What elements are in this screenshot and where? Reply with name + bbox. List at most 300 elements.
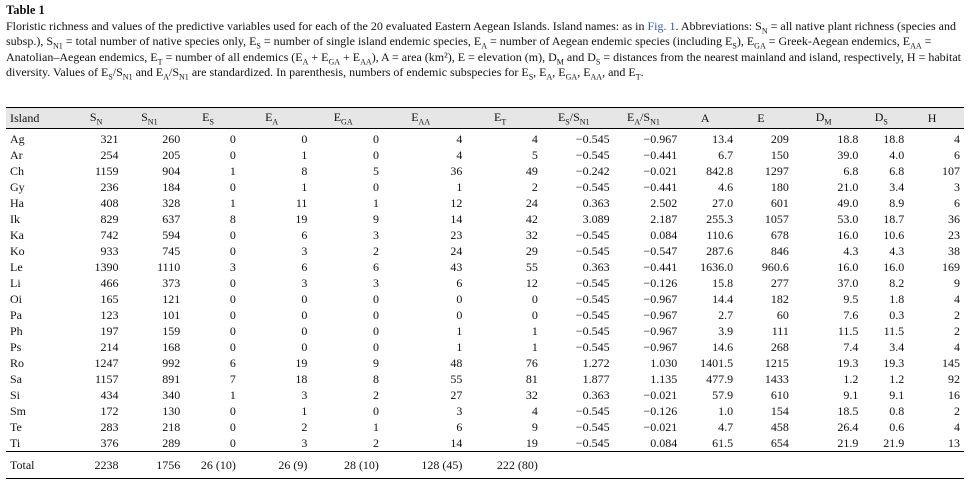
table-cell: 1 <box>531 340 538 354</box>
table-cell: 3 <box>301 436 308 450</box>
table-cell: 32 <box>525 228 538 242</box>
table-cell: 38 <box>948 244 960 258</box>
island-name-cell: Sa <box>10 372 22 386</box>
table-cell: 4.3 <box>889 244 905 258</box>
table-cell: 6 <box>456 420 463 434</box>
table-cell: 19 <box>295 212 308 226</box>
table-cell: 172 <box>100 404 119 418</box>
table-cell: 477.9 <box>706 372 734 386</box>
table-cell: 328 <box>162 196 181 210</box>
table-cell: 110.6 <box>706 228 734 242</box>
table-cell: 9.1 <box>843 388 859 402</box>
table-cell: 18.8 <box>883 132 905 146</box>
table-cell: 7 <box>229 372 236 386</box>
table-cell: 1 <box>372 196 379 210</box>
table-cell: −0.967 <box>643 308 678 322</box>
table-cell: 255.3 <box>706 212 734 226</box>
table-cell: 5 <box>372 164 379 178</box>
table-cell: 376 <box>100 436 119 450</box>
total-label: Total <box>6 452 74 479</box>
table-cell: 3 <box>229 260 236 274</box>
table-cell: 18.8 <box>837 132 859 146</box>
table-cell: 101 <box>162 308 181 322</box>
total-cell: 1756 <box>119 452 181 479</box>
table-cell: 1.2 <box>889 372 905 386</box>
table-cell: 9 <box>531 420 538 434</box>
table-cell: 37.0 <box>837 276 859 290</box>
table-row <box>6 163 964 179</box>
table-cell: 0 <box>372 324 379 338</box>
table-cell: 1057 <box>764 212 789 226</box>
table-cell: 61.5 <box>712 436 734 450</box>
table-cell: 3 <box>301 276 308 290</box>
total-cell: 222 (80) <box>462 452 538 479</box>
table-cell: 6 <box>954 148 960 162</box>
table-row <box>6 275 964 291</box>
table-cell: 2 <box>372 244 379 258</box>
table-cell: 55 <box>525 260 538 274</box>
table-cell: 6.8 <box>843 164 859 178</box>
table-cell: 610 <box>770 388 789 402</box>
table-cell: −0.967 <box>643 132 678 146</box>
table-cell: 8 <box>301 164 308 178</box>
island-name-cell: Ag <box>10 132 25 146</box>
table-cell: 891 <box>162 372 181 386</box>
island-name-cell: Ko <box>10 244 25 258</box>
table-cell: −0.441 <box>643 180 678 194</box>
table-cell: 27 <box>450 388 463 402</box>
table-cell: 130 <box>162 404 181 418</box>
table-cell: 1 <box>301 180 308 194</box>
table-cell: 182 <box>770 292 789 306</box>
table-cell: 16.0 <box>883 260 905 274</box>
table-cell: 0 <box>372 148 379 162</box>
table-cell: 2.187 <box>650 212 678 226</box>
table-cell: 0 <box>531 292 538 306</box>
table-cell: 0.3 <box>889 308 905 322</box>
table-cell: 1 <box>531 324 538 338</box>
table-cell: −0.126 <box>643 276 678 290</box>
table-cell: 218 <box>162 420 181 434</box>
table-cell: 1 <box>301 148 308 162</box>
table-cell: 4 <box>531 132 538 146</box>
table-cell: 3 <box>954 180 960 194</box>
table-row <box>6 129 964 148</box>
table-cell: 1110 <box>157 260 181 274</box>
table-cell: 434 <box>100 388 119 402</box>
table-cell: 24 <box>450 244 463 258</box>
table-cell: 0 <box>229 340 236 354</box>
table-cell: 21.9 <box>837 436 859 450</box>
table-cell: 205 <box>162 148 181 162</box>
table-cell: 9 <box>954 276 960 290</box>
total-cell: 26 (10) <box>180 452 236 479</box>
table-cell: 458 <box>770 420 789 434</box>
table-cell: 0 <box>301 324 308 338</box>
total-cell: 128 (45) <box>379 452 462 479</box>
table-cell: 745 <box>162 244 181 258</box>
table-cell: 11.5 <box>837 324 859 338</box>
table-cell: 283 <box>100 420 119 434</box>
table-cell: 1 <box>229 164 236 178</box>
table-cell: 2 <box>954 404 960 418</box>
total-cell <box>733 452 789 479</box>
table-cell: 49.0 <box>837 196 859 210</box>
table-cell: 1215 <box>764 356 789 370</box>
table-cell: 1157 <box>94 372 119 386</box>
table-row <box>6 259 964 275</box>
table-cell: 3.089 <box>582 212 610 226</box>
table-cell: 1.2 <box>843 372 859 386</box>
table-cell: 18.5 <box>837 404 859 418</box>
table-cell: 0 <box>531 308 538 322</box>
island-name-cell: Le <box>10 260 23 274</box>
table-cell: 18.7 <box>883 212 905 226</box>
table-cell: 846 <box>770 244 789 258</box>
table-cell: 5 <box>531 148 538 162</box>
table-cell: 0.084 <box>650 228 678 242</box>
table-cell: 3 <box>301 388 308 402</box>
island-name-cell: Oi <box>10 292 22 306</box>
table-cell: −0.545 <box>575 244 610 258</box>
table-cell: 4 <box>456 132 463 146</box>
table-cell: 13 <box>948 436 960 450</box>
table-cell: −0.545 <box>575 132 610 146</box>
table-cell: 6 <box>954 196 960 210</box>
table-cell: 6 <box>372 260 379 274</box>
table-cell: 0 <box>456 308 463 322</box>
column-header: $D_S$ <box>858 108 904 129</box>
island-name-cell: Ar <box>10 148 23 162</box>
island-name-cell: Ka <box>10 228 24 242</box>
table-row <box>6 307 964 323</box>
table-cell: −0.967 <box>643 340 678 354</box>
table-cell: −0.021 <box>643 388 678 402</box>
table-cell: 466 <box>100 276 119 290</box>
table-cell: 1.0 <box>718 404 734 418</box>
table-cell: 7.6 <box>843 308 859 322</box>
table-cell: 184 <box>162 180 181 194</box>
island-name-cell: Ha <box>10 196 24 210</box>
table-cell: 373 <box>162 276 181 290</box>
table-cell: −0.545 <box>575 276 610 290</box>
table-cell: 289 <box>162 436 181 450</box>
table-cell: 260 <box>162 132 181 146</box>
table-cell: −0.545 <box>575 420 610 434</box>
table-cell: 933 <box>100 244 119 258</box>
table-cell: 0 <box>372 404 379 418</box>
table-cell: 6 <box>301 260 308 274</box>
table-cell: 159 <box>162 324 181 338</box>
table-cell: 0.6 <box>889 420 905 434</box>
table-cell: 1 <box>456 324 463 338</box>
table-cell: 209 <box>770 132 789 146</box>
table-row <box>6 435 964 452</box>
table-cell: 9 <box>372 356 379 370</box>
table-cell: 0 <box>372 132 379 146</box>
table-cell: 4 <box>954 132 960 146</box>
table-row <box>6 403 964 419</box>
table-cell: 11.5 <box>883 324 905 338</box>
column-header: $E_S$ <box>180 108 236 129</box>
table-cell: 42 <box>525 212 538 226</box>
table-cell: 0 <box>229 276 236 290</box>
table-cell: 1390 <box>94 260 119 274</box>
table-cell: −0.021 <box>643 420 678 434</box>
island-name-cell: Ps <box>10 340 22 354</box>
island-name-cell: Te <box>10 420 22 434</box>
table-cell: 0.363 <box>582 196 610 210</box>
table-cell: 960.6 <box>761 260 789 274</box>
total-cell: 2238 <box>74 452 119 479</box>
table-cell: 8.2 <box>889 276 905 290</box>
table-row <box>6 243 964 259</box>
table-cell: 904 <box>162 164 181 178</box>
column-header: E <box>733 108 789 129</box>
table-cell: 14.4 <box>712 292 734 306</box>
island-name-cell: Ro <box>10 356 25 370</box>
table-cell: 16 <box>948 388 960 402</box>
table-cell: 0 <box>229 132 236 146</box>
table-cell: 0 <box>229 308 236 322</box>
table-body <box>6 129 964 452</box>
table-cell: 3 <box>301 244 308 258</box>
table-cell: 0 <box>229 228 236 242</box>
table-row <box>6 419 964 435</box>
table-cell: −0.021 <box>643 164 678 178</box>
table-cell: 3.4 <box>889 340 905 354</box>
table-cell: 6.8 <box>889 164 905 178</box>
table-cell: 168 <box>162 340 181 354</box>
table-cell: 19.3 <box>837 356 859 370</box>
table-cell: 654 <box>770 436 789 450</box>
table-cell: 92 <box>948 372 960 386</box>
data-table <box>6 107 964 479</box>
table-cell: 0 <box>372 292 379 306</box>
column-header: $E_S/S_{N1}$ <box>538 108 610 129</box>
table-cell: 4 <box>954 340 960 354</box>
table-cell: 23 <box>948 228 960 242</box>
table-cell: 236 <box>100 180 119 194</box>
table-cell: 9.5 <box>843 292 859 306</box>
table-cell: 1 <box>229 196 236 210</box>
table-cell: 1636.0 <box>700 260 734 274</box>
table-row <box>6 323 964 339</box>
table-cell: 13.4 <box>712 132 734 146</box>
table-cell: 2 <box>954 308 960 322</box>
table-cell: 6.7 <box>718 148 734 162</box>
table-cell: 111 <box>771 324 789 338</box>
header-row <box>6 108 964 129</box>
column-header: $E_{AA}$ <box>379 108 462 129</box>
table-cell: 4.0 <box>889 148 905 162</box>
table-cell: 36 <box>948 212 960 226</box>
table-row <box>6 195 964 211</box>
table-cell: 4 <box>954 420 960 434</box>
table-cell: 2.502 <box>650 196 678 210</box>
table-caption: Floristic richness and values of the predictive variables used for each of the 20 evaluated Eastern Aegean Islands. Island names: as in Fig. 1. Abbreviations: $S_N$ = all native plant richness (species and subsp.), $S_{N1}$ = total number of native species only, $E_S$ = number of single island endemic species, $E_A$ = number of Aegean endemic species (including $E_S$), $E_{GA}$ = Greek-Aegean endemics, $E_{AA}$ = Anatolian–Aegean endemics, $E_T$ = number of all endemics $(E_A + E_{GA} + E_{AA})$, A = area (km²), E = elevation (m), $D_M$ and $D_S$ = distances from the nearest mainland and island, respectively, H = habitat diversity. Values of $E_S/S_{N1}$ and $E_A/S_{N1}$ are standardized. In parenthesis, numbers of endemic subspecies for $E_S$, $E_A$, $E_{GA}$, $E_{AA}$, and $E_T$. <box>6 19 962 82</box>
table-cell: 3.4 <box>889 180 905 194</box>
table-cell: 4 <box>954 292 960 306</box>
table-cell: 19 <box>525 436 538 450</box>
table-cell: −0.545 <box>575 340 610 354</box>
table-cell: 1 <box>301 404 308 418</box>
table-cell: 15.8 <box>712 276 734 290</box>
table-cell: 408 <box>100 196 119 210</box>
table-cell: 21.9 <box>883 436 905 450</box>
table-row <box>6 147 964 163</box>
figure-link[interactable]: Fig. 1 <box>647 19 676 33</box>
table-cell: 0 <box>229 244 236 258</box>
table-cell: 277 <box>770 276 789 290</box>
table-cell: 4 <box>531 404 538 418</box>
table-cell: 0 <box>301 292 308 306</box>
table-cell: 1433 <box>764 372 789 386</box>
table-cell: −0.545 <box>575 228 610 242</box>
table-cell: 32 <box>525 388 538 402</box>
table-cell: 9 <box>372 212 379 226</box>
table-cell: −0.545 <box>575 148 610 162</box>
table-cell: 165 <box>100 292 119 306</box>
total-cell: 26 (9) <box>236 452 308 479</box>
table-cell: 14 <box>450 436 463 450</box>
table-cell: 4.7 <box>718 420 734 434</box>
table-cell: 57.9 <box>712 388 734 402</box>
table-row <box>6 291 964 307</box>
table-cell: 19.3 <box>883 356 905 370</box>
table-cell: 107 <box>942 164 960 178</box>
table-cell: 0 <box>372 180 379 194</box>
table-row <box>6 387 964 403</box>
table-cell: 3.9 <box>718 324 734 338</box>
table-cell: 26.4 <box>837 420 859 434</box>
island-name-cell: Ti <box>10 436 21 450</box>
table-cell: 287.6 <box>706 244 734 258</box>
table-title: Table 1 <box>6 3 45 17</box>
table-cell: 1401.5 <box>700 356 734 370</box>
table-cell: 0 <box>229 292 236 306</box>
table-cell: 6 <box>456 276 463 290</box>
island-name-cell: Sm <box>10 404 27 418</box>
column-header: $E_{GA}$ <box>307 108 379 129</box>
table-cell: 4.6 <box>718 180 734 194</box>
island-name-cell: Gy <box>10 180 25 194</box>
table-cell: −0.967 <box>643 324 678 338</box>
table-cell: 1159 <box>94 164 119 178</box>
table-cell: 14 <box>450 212 463 226</box>
table-cell: 81 <box>525 372 538 386</box>
table-cell: 2.7 <box>718 308 734 322</box>
table-cell: 992 <box>162 356 181 370</box>
table-cell: −0.545 <box>575 180 610 194</box>
table-cell: 1.8 <box>889 292 905 306</box>
table-cell: 18 <box>295 372 308 386</box>
table-footer <box>6 452 964 479</box>
table-cell: −0.547 <box>643 244 678 258</box>
table-cell: 214 <box>100 340 119 354</box>
table-cell: 1.877 <box>582 372 610 386</box>
table-cell: 2 <box>372 388 379 402</box>
table-cell: 48 <box>450 356 463 370</box>
table-cell: 36 <box>450 164 463 178</box>
table-cell: −0.545 <box>575 404 610 418</box>
table-cell: 150 <box>770 148 789 162</box>
table-cell: 6 <box>301 228 308 242</box>
island-name-cell: Si <box>10 388 21 402</box>
table-cell: 121 <box>162 292 181 306</box>
table-cell: 0 <box>229 420 236 434</box>
column-header: $E_A$ <box>236 108 308 129</box>
table-cell: 60 <box>776 308 789 322</box>
table-cell: 0 <box>229 180 236 194</box>
table-cell: 594 <box>162 228 181 242</box>
table-cell: −0.545 <box>575 308 610 322</box>
table-cell: 842.8 <box>706 164 734 178</box>
total-cell <box>610 452 678 479</box>
table-cell: 1.030 <box>650 356 678 370</box>
table-cell: 0 <box>372 308 379 322</box>
table-cell: −0.967 <box>643 292 678 306</box>
column-header: Island <box>6 108 74 129</box>
table-cell: −0.545 <box>575 324 610 338</box>
table-cell: 16.0 <box>837 260 859 274</box>
table-row <box>6 211 964 227</box>
table-cell: 76 <box>525 356 538 370</box>
table-cell: −0.242 <box>575 164 610 178</box>
column-header: $S_{N1}$ <box>119 108 181 129</box>
table-cell: 27.0 <box>712 196 734 210</box>
table-cell: −0.545 <box>575 292 610 306</box>
table-cell: 601 <box>770 196 789 210</box>
table-cell: −0.545 <box>575 436 610 450</box>
table-cell: 0 <box>301 132 308 146</box>
table-cell: 53.0 <box>837 212 859 226</box>
total-cell: 28 (10) <box>307 452 379 479</box>
table-row <box>6 371 964 387</box>
table-cell: 2 <box>954 324 960 338</box>
table-cell: −0.441 <box>643 148 678 162</box>
table-cell: 268 <box>770 340 789 354</box>
table-cell: 0 <box>301 340 308 354</box>
table-cell: 39.0 <box>837 148 859 162</box>
table-cell: 49 <box>525 164 538 178</box>
table-cell: 197 <box>100 324 119 338</box>
table-cell: 43 <box>450 260 463 274</box>
table-cell: 3 <box>372 276 379 290</box>
table-cell: 2 <box>301 420 308 434</box>
table-cell: 0 <box>301 308 308 322</box>
column-header: A <box>677 108 733 129</box>
table-cell: 16.0 <box>837 228 859 242</box>
table-cell: 3 <box>456 404 463 418</box>
table-cell: 12 <box>450 196 463 210</box>
table-cell: 1247 <box>94 356 119 370</box>
table-cell: −0.126 <box>643 404 678 418</box>
table-cell: 4 <box>456 148 463 162</box>
total-cell <box>904 452 964 479</box>
column-header: H <box>904 108 964 129</box>
table-cell: 321 <box>100 132 119 146</box>
table-cell: 340 <box>162 388 181 402</box>
table-cell: 10.6 <box>883 228 905 242</box>
table-cell: 637 <box>162 212 181 226</box>
table-row <box>6 179 964 195</box>
island-name-cell: Pa <box>10 308 22 322</box>
table-cell: 742 <box>100 228 119 242</box>
table-cell: 0 <box>229 148 236 162</box>
table-cell: 1 <box>229 388 236 402</box>
column-header: $S_N$ <box>74 108 119 129</box>
